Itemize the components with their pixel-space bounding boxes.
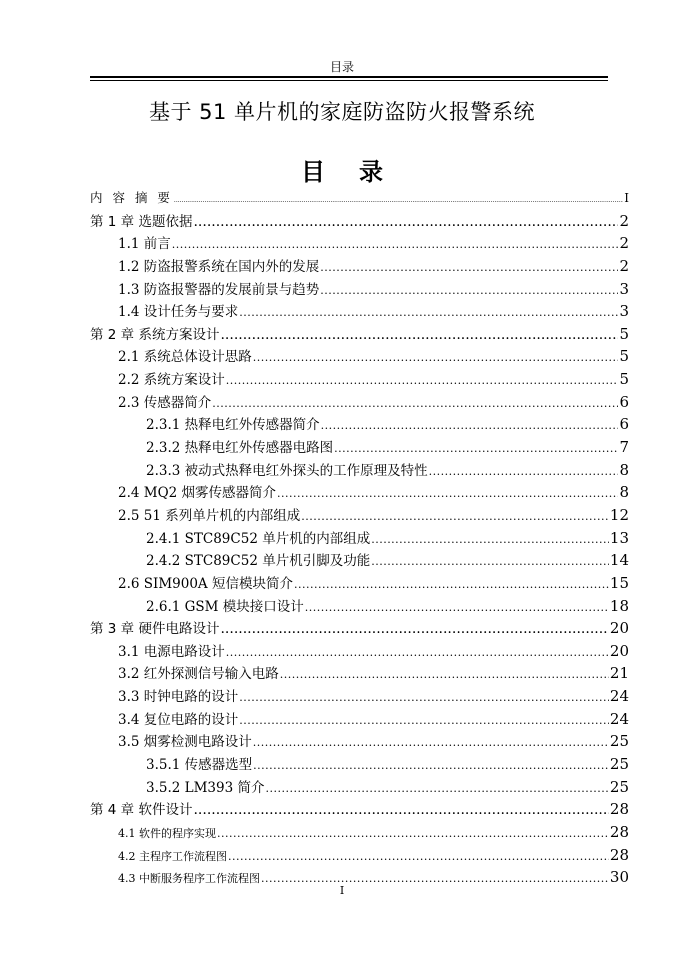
- toc-entry-label: 3.3 时钟电路的设计: [118, 689, 239, 706]
- toc-entry-label: 内 容 摘 要: [90, 190, 173, 205]
- toc-entry-label: 2.4.2 STC89C52 单片机引脚及功能: [146, 553, 371, 570]
- toc-leader-dots: [253, 732, 609, 755]
- toc-entry-page: 28: [609, 845, 629, 864]
- toc-entry-page: 3: [619, 302, 629, 321]
- toc-leader-dots: [320, 257, 618, 280]
- toc-entry-page: 8: [619, 483, 629, 502]
- toc-leader-dots: [239, 687, 609, 710]
- toc-leader-dots: [371, 551, 609, 574]
- toc-entry[interactable]: [90, 436, 629, 459]
- toc-entry-page: 24: [609, 687, 629, 706]
- toc-entry[interactable]: [90, 459, 629, 482]
- toc-entry-label: 第 3 章 硬件电路设计: [90, 621, 220, 638]
- toc-leader-dots: [266, 778, 609, 801]
- toc-entry-page: 15: [609, 573, 629, 592]
- toc-entry-page: 20: [609, 641, 629, 660]
- toc-leader-dots: [220, 618, 608, 641]
- toc-entry-page: 28: [609, 800, 629, 819]
- toc-entry[interactable]: [90, 572, 629, 595]
- toc-leader-dots: [172, 234, 619, 257]
- toc-entry-page: 7: [619, 438, 629, 457]
- toc-entry-label: 1.2 防盗报警系统在国内外的发展: [118, 258, 320, 275]
- toc-entry-label: 2.6 SIM900A 短信模块简介: [118, 575, 293, 592]
- toc-entry[interactable]: [90, 549, 629, 572]
- toc-entry-label: 2.4.1 STC89C52 单片机的内部组成: [146, 530, 371, 547]
- toc-entry[interactable]: [90, 798, 629, 821]
- toc-leader-dots: [239, 710, 609, 733]
- toc-entry[interactable]: [90, 776, 629, 799]
- toc-leader-dots: [217, 823, 609, 846]
- toc-leader-dots: [174, 190, 623, 213]
- toc-entry-page: 13: [609, 528, 629, 547]
- running-header: 目录: [329, 60, 354, 74]
- toc-entry-page: 18: [609, 596, 629, 615]
- toc-entry-label: 1.1 前言: [118, 236, 171, 253]
- toc-entry[interactable]: [90, 210, 629, 233]
- toc-entry-page: 5: [619, 370, 629, 389]
- toc-entry-page: 25: [609, 777, 629, 796]
- toc-entry[interactable]: [90, 821, 629, 844]
- toc-entry-page: 8: [619, 460, 629, 479]
- toc-entry-page: 6: [619, 392, 629, 411]
- toc-entry[interactable]: [90, 368, 629, 391]
- toc-entry[interactable]: [90, 300, 629, 323]
- toc-entry-label: 3.4 复位电路的设计: [118, 711, 239, 728]
- toc-entry-page: 28: [609, 822, 629, 841]
- toc-entry-label: 第 2 章 系统方案设计: [90, 326, 220, 343]
- toc-leader-dots: [226, 370, 619, 393]
- toc-entry-label: 2.3 传感器简介: [118, 394, 212, 411]
- toc-entry-label: 2.2 系统方案设计: [118, 372, 225, 389]
- toc-entry[interactable]: [90, 504, 629, 527]
- toc-entry-label: 3.5 烟雾检测电路设计: [118, 734, 252, 751]
- toc-entry[interactable]: [90, 255, 629, 278]
- toc-entry-page: 14: [609, 551, 629, 570]
- toc-entry[interactable]: [90, 753, 629, 776]
- toc-entry[interactable]: [90, 640, 629, 663]
- toc-entry[interactable]: [90, 595, 629, 618]
- toc-leader-dots: [321, 415, 619, 438]
- toc-entry-label: 2.3.3 被动式热释电红外探头的工作原理及特性: [146, 462, 428, 479]
- toc-entry-page: 21: [609, 664, 629, 683]
- toc-entry[interactable]: [90, 708, 629, 731]
- toc-entry[interactable]: [90, 685, 629, 708]
- toc-entry-page: 5: [619, 324, 629, 343]
- toc-leader-dots: [239, 302, 618, 325]
- toc-entry-label: 2.4 MQ2 烟雾传感器简介: [118, 485, 277, 502]
- toc-entry[interactable]: [90, 662, 629, 685]
- toc-entry[interactable]: [90, 413, 629, 436]
- toc-leader-dots: [301, 506, 609, 529]
- toc-entry-page: 25: [609, 755, 629, 774]
- toc-entry-label: 2.5 51 系列单片机的内部组成: [118, 507, 301, 524]
- toc-leader-dots: [277, 483, 618, 506]
- toc-leader-dots: [294, 574, 609, 597]
- toc-entry-label: 2.1 系统总体设计思路: [118, 349, 252, 366]
- toc-entry-label: 3.5.1 传感器选型: [146, 757, 253, 774]
- toc-heading: [0, 152, 684, 187]
- toc-entry-page: 25: [609, 732, 629, 751]
- toc-entry[interactable]: [90, 187, 629, 210]
- toc-entry[interactable]: [90, 323, 629, 346]
- document-title: 基于 51 单片机的家庭防盗防火报警系统: [148, 100, 536, 124]
- toc-entry-label: 2.6.1 GSM 模块接口设计: [146, 598, 304, 615]
- toc-leader-dots: [212, 393, 618, 416]
- toc-heading-char2: 录: [359, 158, 383, 186]
- toc-entry[interactable]: [90, 844, 629, 867]
- toc-entry[interactable]: [90, 345, 629, 368]
- toc-entry[interactable]: [90, 617, 629, 640]
- toc-entry[interactable]: [90, 527, 629, 550]
- table-of-contents: [90, 187, 629, 889]
- toc-entry-label: 1.3 防盗报警器的发展前景与趋势: [118, 281, 320, 298]
- toc-entry-label: 4.1 软件的程序实现: [118, 826, 216, 840]
- toc-entry-label: 2.3.1 热释电红外传感器简介: [146, 417, 320, 434]
- toc-entry[interactable]: [90, 278, 629, 301]
- toc-entry-label: 第 1 章 选题依据: [90, 213, 193, 230]
- toc-entry[interactable]: [90, 730, 629, 753]
- toc-leader-dots: [253, 347, 619, 370]
- header-rule-thick: [90, 76, 608, 78]
- toc-entry-page: 6: [619, 415, 629, 434]
- toc-entry-page: 20: [609, 619, 629, 638]
- toc-heading-char1: 目: [301, 158, 325, 186]
- toc-leader-dots: [193, 211, 618, 234]
- toc-leader-dots: [228, 846, 609, 869]
- toc-entry-label: 3.1 电源电路设计: [118, 643, 225, 660]
- toc-leader-dots: [253, 755, 609, 778]
- toc-leader-dots: [371, 529, 609, 552]
- toc-leader-dots: [320, 280, 618, 303]
- toc-leader-dots: [429, 461, 619, 484]
- toc-leader-dots: [334, 438, 618, 461]
- toc-entry-page: 30: [609, 868, 629, 887]
- toc-entry-page: I: [624, 191, 629, 205]
- toc-entry-page: 2: [619, 256, 629, 275]
- toc-leader-dots: [305, 597, 609, 620]
- toc-entry[interactable]: [90, 232, 629, 255]
- toc-entry-label: 4.3 中断服务程序工作流程图: [118, 872, 260, 886]
- toc-leader-dots: [220, 324, 618, 347]
- header-rule-thin: [90, 80, 608, 81]
- toc-entry-page: 5: [619, 347, 629, 366]
- toc-leader-dots: [193, 799, 608, 822]
- toc-entry-page: 3: [619, 279, 629, 298]
- toc-leader-dots: [280, 664, 609, 687]
- toc-leader-dots: [226, 642, 609, 665]
- toc-entry-page: 24: [609, 709, 629, 728]
- toc-entry[interactable]: [90, 391, 629, 414]
- toc-entry-label: 2.3.2 热释电红外传感器电路图: [146, 440, 334, 457]
- footer-page-number: I: [339, 884, 345, 897]
- toc-entry-page: 12: [609, 505, 629, 524]
- toc-entry-label: 第 4 章 软件设计: [90, 802, 193, 819]
- toc-entry-label: 3.2 红外探测信号输入电路: [118, 666, 279, 683]
- toc-entry-label: 1.4 设计任务与要求: [118, 304, 239, 321]
- toc-entry-page: 2: [619, 211, 629, 230]
- toc-entry[interactable]: [90, 481, 629, 504]
- toc-entry-label: 3.5.2 LM393 简介: [146, 779, 265, 796]
- toc-entry-label: 4.2 主程序工作流程图: [118, 849, 227, 863]
- toc-entry-page: 2: [619, 234, 629, 253]
